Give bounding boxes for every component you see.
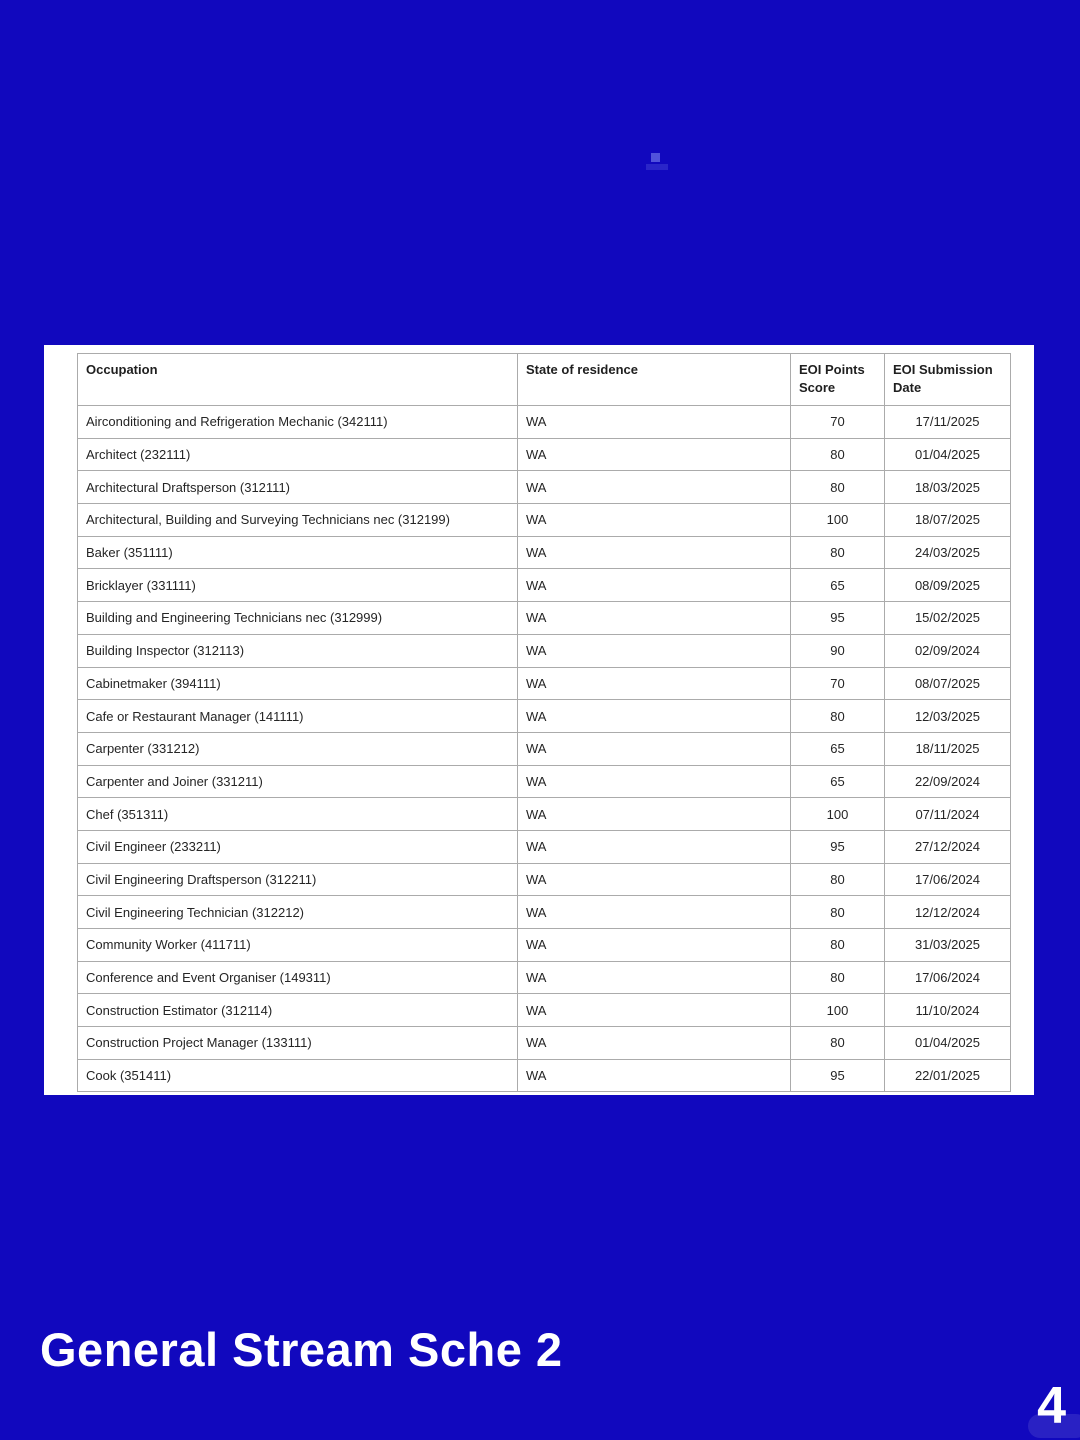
cell-state: WA	[518, 994, 791, 1027]
table-row	[78, 602, 1011, 635]
table-row	[78, 765, 1011, 798]
cell-state: WA	[518, 700, 791, 733]
cell-date: 01/04/2025	[885, 1027, 1011, 1060]
table-row	[78, 536, 1011, 569]
cell-occupation: Building Inspector (312113)	[78, 634, 518, 667]
cell-state: WA	[518, 863, 791, 896]
table-row	[78, 994, 1011, 1027]
cell-date: 11/10/2024	[885, 994, 1011, 1027]
cell-state: WA	[518, 830, 791, 863]
cell-date: 17/06/2024	[885, 961, 1011, 994]
cell-occupation: Cafe or Restaurant Manager (141111)	[78, 700, 518, 733]
cell-points: 100	[791, 798, 885, 831]
eoi-table	[77, 353, 1011, 1092]
cell-state: WA	[518, 602, 791, 635]
table-row	[78, 438, 1011, 471]
cell-date: 12/12/2024	[885, 896, 1011, 929]
cell-occupation: Carpenter and Joiner (331211)	[78, 765, 518, 798]
cell-state: WA	[518, 634, 791, 667]
column-header-state: State of residence	[518, 354, 791, 406]
cell-state: WA	[518, 536, 791, 569]
cell-date: 12/03/2025	[885, 700, 1011, 733]
cell-date: 24/03/2025	[885, 536, 1011, 569]
cell-date: 01/04/2025	[885, 438, 1011, 471]
cell-date: 22/09/2024	[885, 765, 1011, 798]
table-row	[78, 896, 1011, 929]
table-row	[78, 667, 1011, 700]
cell-state: WA	[518, 765, 791, 798]
cell-occupation: Cabinetmaker (394111)	[78, 667, 518, 700]
cell-date: 18/07/2025	[885, 504, 1011, 537]
cell-date: 17/06/2024	[885, 863, 1011, 896]
cell-state: WA	[518, 438, 791, 471]
cell-occupation: Community Worker (411711)	[78, 929, 518, 962]
cell-occupation: Bricklayer (331111)	[78, 569, 518, 602]
table-row	[78, 732, 1011, 765]
cell-state: WA	[518, 667, 791, 700]
cell-occupation: Architect (232111)	[78, 438, 518, 471]
column-header-date: EOI Submission Date	[885, 354, 1011, 406]
column-header-occupation: Occupation	[78, 354, 518, 406]
cell-occupation: Conference and Event Organiser (149311)	[78, 961, 518, 994]
cell-occupation: Airconditioning and Refrigeration Mechanic (342111)	[78, 406, 518, 439]
cell-occupation: Civil Engineering Draftsperson (312211)	[78, 863, 518, 896]
table-row	[78, 504, 1011, 537]
cell-date: 31/03/2025	[885, 929, 1011, 962]
cell-points: 95	[791, 1059, 885, 1092]
table-row	[78, 700, 1011, 733]
cell-date: 02/09/2024	[885, 634, 1011, 667]
cell-points: 80	[791, 438, 885, 471]
cell-points: 65	[791, 569, 885, 602]
header-row	[78, 354, 1011, 406]
cell-state: WA	[518, 471, 791, 504]
cell-state: WA	[518, 798, 791, 831]
table-row	[78, 471, 1011, 504]
cell-points: 100	[791, 504, 885, 537]
cell-points: 80	[791, 896, 885, 929]
cell-state: WA	[518, 504, 791, 537]
table-row	[78, 634, 1011, 667]
cell-date: 15/02/2025	[885, 602, 1011, 635]
table-row	[78, 798, 1011, 831]
cell-date: 17/11/2025	[885, 406, 1011, 439]
cell-state: WA	[518, 569, 791, 602]
cell-occupation: Carpenter (331212)	[78, 732, 518, 765]
cell-date: 18/11/2025	[885, 732, 1011, 765]
cell-occupation: Building and Engineering Technicians nec (312999)	[78, 602, 518, 635]
column-header-points: EOI Points Score	[791, 354, 885, 406]
cell-occupation: Construction Estimator (312114)	[78, 994, 518, 1027]
faint-watermark-mark	[651, 153, 660, 162]
cell-points: 65	[791, 765, 885, 798]
cell-occupation: Baker (351111)	[78, 536, 518, 569]
table-row	[78, 569, 1011, 602]
slide-title: General Stream Sche 2	[40, 1323, 563, 1376]
cell-state: WA	[518, 896, 791, 929]
cell-state: WA	[518, 406, 791, 439]
cell-points: 80	[791, 961, 885, 994]
table-body	[78, 406, 1011, 1092]
table-row	[78, 406, 1011, 439]
cell-occupation: Architectural, Building and Surveying Technicians nec (312199)	[78, 504, 518, 537]
cell-date: 22/01/2025	[885, 1059, 1011, 1092]
cell-points: 100	[791, 994, 885, 1027]
cell-points: 95	[791, 830, 885, 863]
cell-state: WA	[518, 1027, 791, 1060]
cell-state: WA	[518, 929, 791, 962]
cell-points: 80	[791, 700, 885, 733]
cell-date: 18/03/2025	[885, 471, 1011, 504]
table-row	[78, 1027, 1011, 1060]
cell-date: 08/09/2025	[885, 569, 1011, 602]
cell-occupation: Chef (351311)	[78, 798, 518, 831]
cell-state: WA	[518, 732, 791, 765]
cell-occupation: Civil Engineer (233211)	[78, 830, 518, 863]
cell-points: 80	[791, 536, 885, 569]
cell-occupation: Construction Project Manager (133111)	[78, 1027, 518, 1060]
table-row	[78, 929, 1011, 962]
cell-occupation: Civil Engineering Technician (312212)	[78, 896, 518, 929]
cell-points: 80	[791, 863, 885, 896]
cell-state: WA	[518, 1059, 791, 1092]
cell-state: WA	[518, 961, 791, 994]
table-header	[78, 354, 1011, 406]
cell-points: 65	[791, 732, 885, 765]
cell-points: 90	[791, 634, 885, 667]
table-row	[78, 863, 1011, 896]
page-number: 4	[1037, 1377, 1066, 1435]
faint-watermark-text	[646, 164, 668, 170]
cell-occupation: Architectural Draftsperson (312111)	[78, 471, 518, 504]
cell-points: 70	[791, 667, 885, 700]
cell-date: 08/07/2025	[885, 667, 1011, 700]
table-row	[78, 1059, 1011, 1092]
cell-points: 80	[791, 1027, 885, 1060]
cell-points: 95	[791, 602, 885, 635]
cell-points: 70	[791, 406, 885, 439]
cell-date: 07/11/2024	[885, 798, 1011, 831]
cell-occupation: Cook (351411)	[78, 1059, 518, 1092]
cell-date: 27/12/2024	[885, 830, 1011, 863]
table-card	[44, 345, 1034, 1095]
table-row	[78, 961, 1011, 994]
cell-points: 80	[791, 929, 885, 962]
table-row	[78, 830, 1011, 863]
cell-points: 80	[791, 471, 885, 504]
